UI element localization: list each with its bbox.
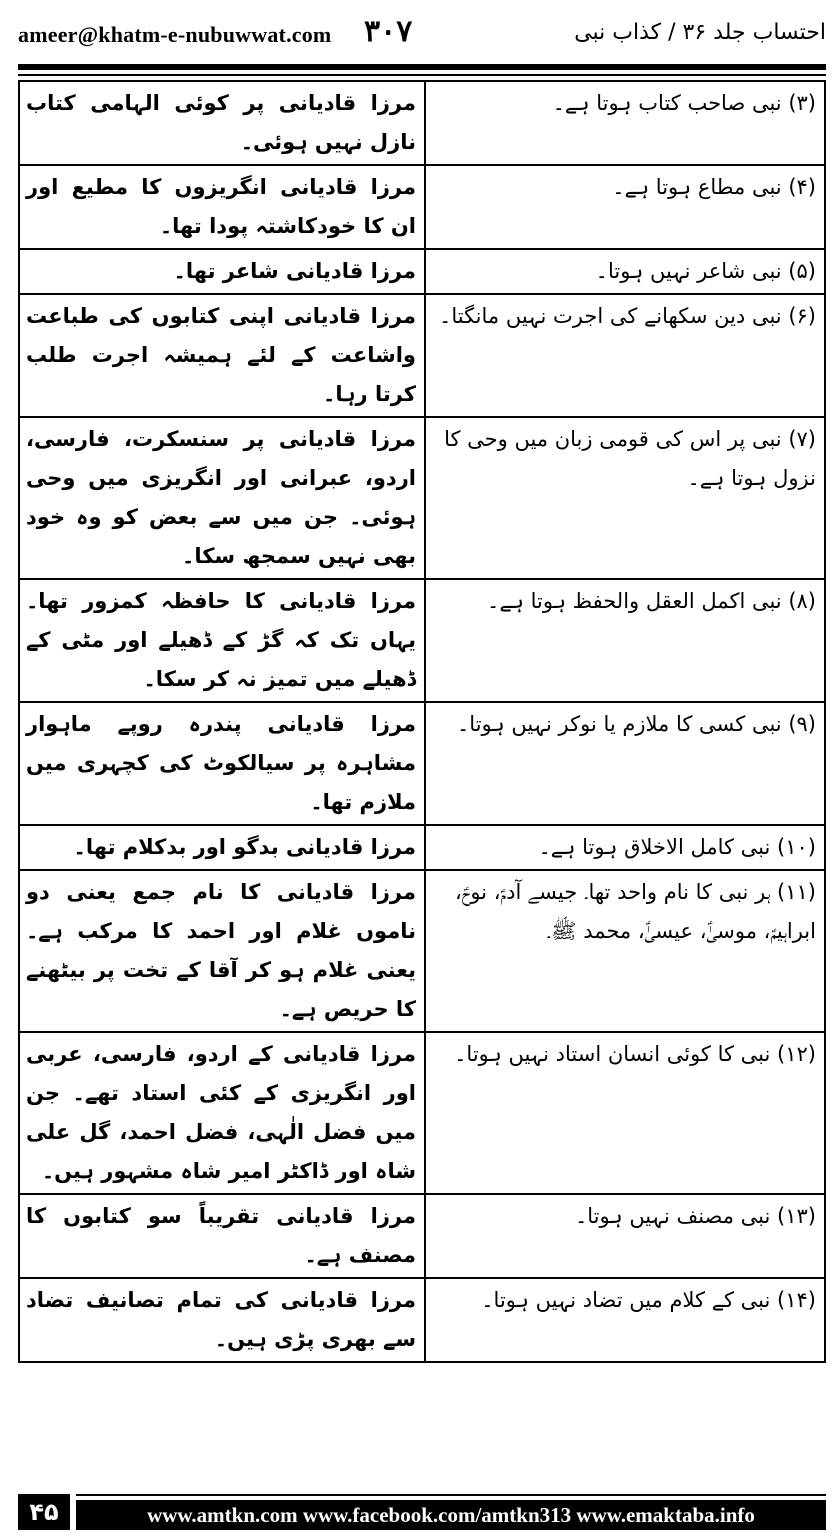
- table-row: [20, 295, 824, 418]
- mirza-cell: مرزا قادیانی شاعر تھا۔: [173, 259, 416, 283]
- mirza-cell: مرزا قادیانی انگریزوں کا مطیع اور ان کا خودکاشتہ پودا تھا۔: [26, 175, 416, 238]
- table-row: [20, 166, 824, 250]
- header-rule-thin: [18, 74, 826, 76]
- claim-cell: (۱۴) نبی کے کلام میں تضاد نہیں ہوتا۔: [424, 1279, 824, 1361]
- table-row: [20, 82, 824, 166]
- table-row: [20, 871, 824, 1033]
- table-row: [20, 418, 824, 580]
- mirza-cell: مرزا قادیانی بدگو اور بدکلام تھا۔: [73, 835, 416, 859]
- footer-rule: [76, 1494, 826, 1496]
- mirza-cell: مرزا قادیانی پر کوئی الہامی کتاب نازل نہیں ہوئی۔: [26, 91, 416, 154]
- mirza-cell: مرزا قادیانی پندرہ روپے ماہوار مشاہرہ پر سیالکوٹ کی کچہری میں ملازم تھا۔: [26, 712, 416, 814]
- claim-cell: (۴) نبی مطاع ہوتا ہے۔: [424, 166, 824, 248]
- header-page-number: ۳۰۷: [364, 14, 413, 49]
- mirza-cell: مرزا قادیانی کے اردو، فارسی، عربی اور انگریزی کے کئی استاد تھے۔ جن میں فضل الٰہی، فضل احمد، گل علی شاہ اور ڈاکٹر امیر شاہ مشہور ہیں۔: [26, 1042, 416, 1183]
- header-book-title: احتساب جلد ۳۶ / کذاب نبی: [574, 20, 826, 45]
- footer-links: www.amtkn.com www.facebook.com/amtkn313 www.emaktaba.info: [76, 1500, 826, 1530]
- mirza-cell: مرزا قادیانی تقریباً سو کتابوں کا مصنف ہے۔: [26, 1204, 416, 1267]
- mirza-cell: مرزا قادیانی پر سنسکرت، فارسی، اردو، عبرانی اور انگریزی میں وحی ہوئی۔ جن میں سے بعض کو وہ خود بھی نہیں سمجھ سکا۔: [26, 427, 416, 568]
- mirza-cell: مرزا قادیانی کا حافظہ کمزور تھا۔ یہاں تک کہ گڑ کے ڈھیلے اور مٹی کے ڈھیلے میں تمیز نہ کر سکا۔: [26, 589, 416, 691]
- claim-cell: (۳) نبی صاحب کتاب ہوتا ہے۔: [424, 82, 824, 164]
- table-row: [20, 826, 824, 871]
- header-rule: [18, 64, 826, 70]
- comparison-table: [18, 80, 826, 1363]
- table-row: [20, 1195, 824, 1279]
- table-row: [20, 580, 824, 703]
- table-row: [20, 1033, 824, 1195]
- claim-cell: (۷) نبی پر اس کی قومی زبان میں وحی کا نزول ہوتا ہے۔: [424, 418, 824, 578]
- mirza-cell: مرزا قادیانی کی تمام تصانیف تضاد سے بھری پڑی ہیں۔: [26, 1288, 416, 1351]
- claim-cell: (۶) نبی دین سکھانے کی اجرت نہیں مانگتا۔: [424, 295, 824, 416]
- claim-cell: (۸) نبی اکمل العقل والحفظ ہوتا ہے۔: [424, 580, 824, 701]
- claim-cell: (۱۳) نبی مصنف نہیں ہوتا۔: [424, 1195, 824, 1277]
- mirza-cell: مرزا قادیانی اپنی کتابوں کی طباعت واشاعت کے لئے ہمیشہ اجرت طلب کرتا رہا۔: [26, 304, 416, 406]
- claim-cell: (۵) نبی شاعر نہیں ہوتا۔: [424, 250, 824, 293]
- table-row: [20, 1279, 824, 1361]
- header-email: ameer@khatm-e-nubuwwat.com: [18, 22, 332, 47]
- footer-page-number: ۴۵: [18, 1494, 70, 1530]
- claim-cell: (۱۲) نبی کا کوئی انسان استاد نہیں ہوتا۔: [424, 1033, 824, 1193]
- claim-cell: (۱۱) ہر نبی کا نام واحد تھا۔ جیسے آدمؑ، نوحؑ، ابراہیمؑ، موسیٰؑ، عیسیٰؑ، محمد ﷺ۔: [424, 871, 824, 1031]
- table-row: [20, 250, 824, 295]
- page-footer: [18, 1494, 826, 1534]
- mirza-cell: مرزا قادیانی کا نام جمع یعنی دو ناموں غلام اور احمد کا مرکب ہے۔ یعنی غلام ہو کر آقا کے تخت پر بیٹھنے کا حریص ہے۔: [26, 880, 416, 1021]
- claim-cell: (۹) نبی کسی کا ملازم یا نوکر نہیں ہوتا۔: [424, 703, 824, 824]
- page-header: [18, 6, 826, 62]
- claim-cell: (۱۰) نبی کامل الاخلاق ہوتا ہے۔: [424, 826, 824, 869]
- table-row: [20, 703, 824, 826]
